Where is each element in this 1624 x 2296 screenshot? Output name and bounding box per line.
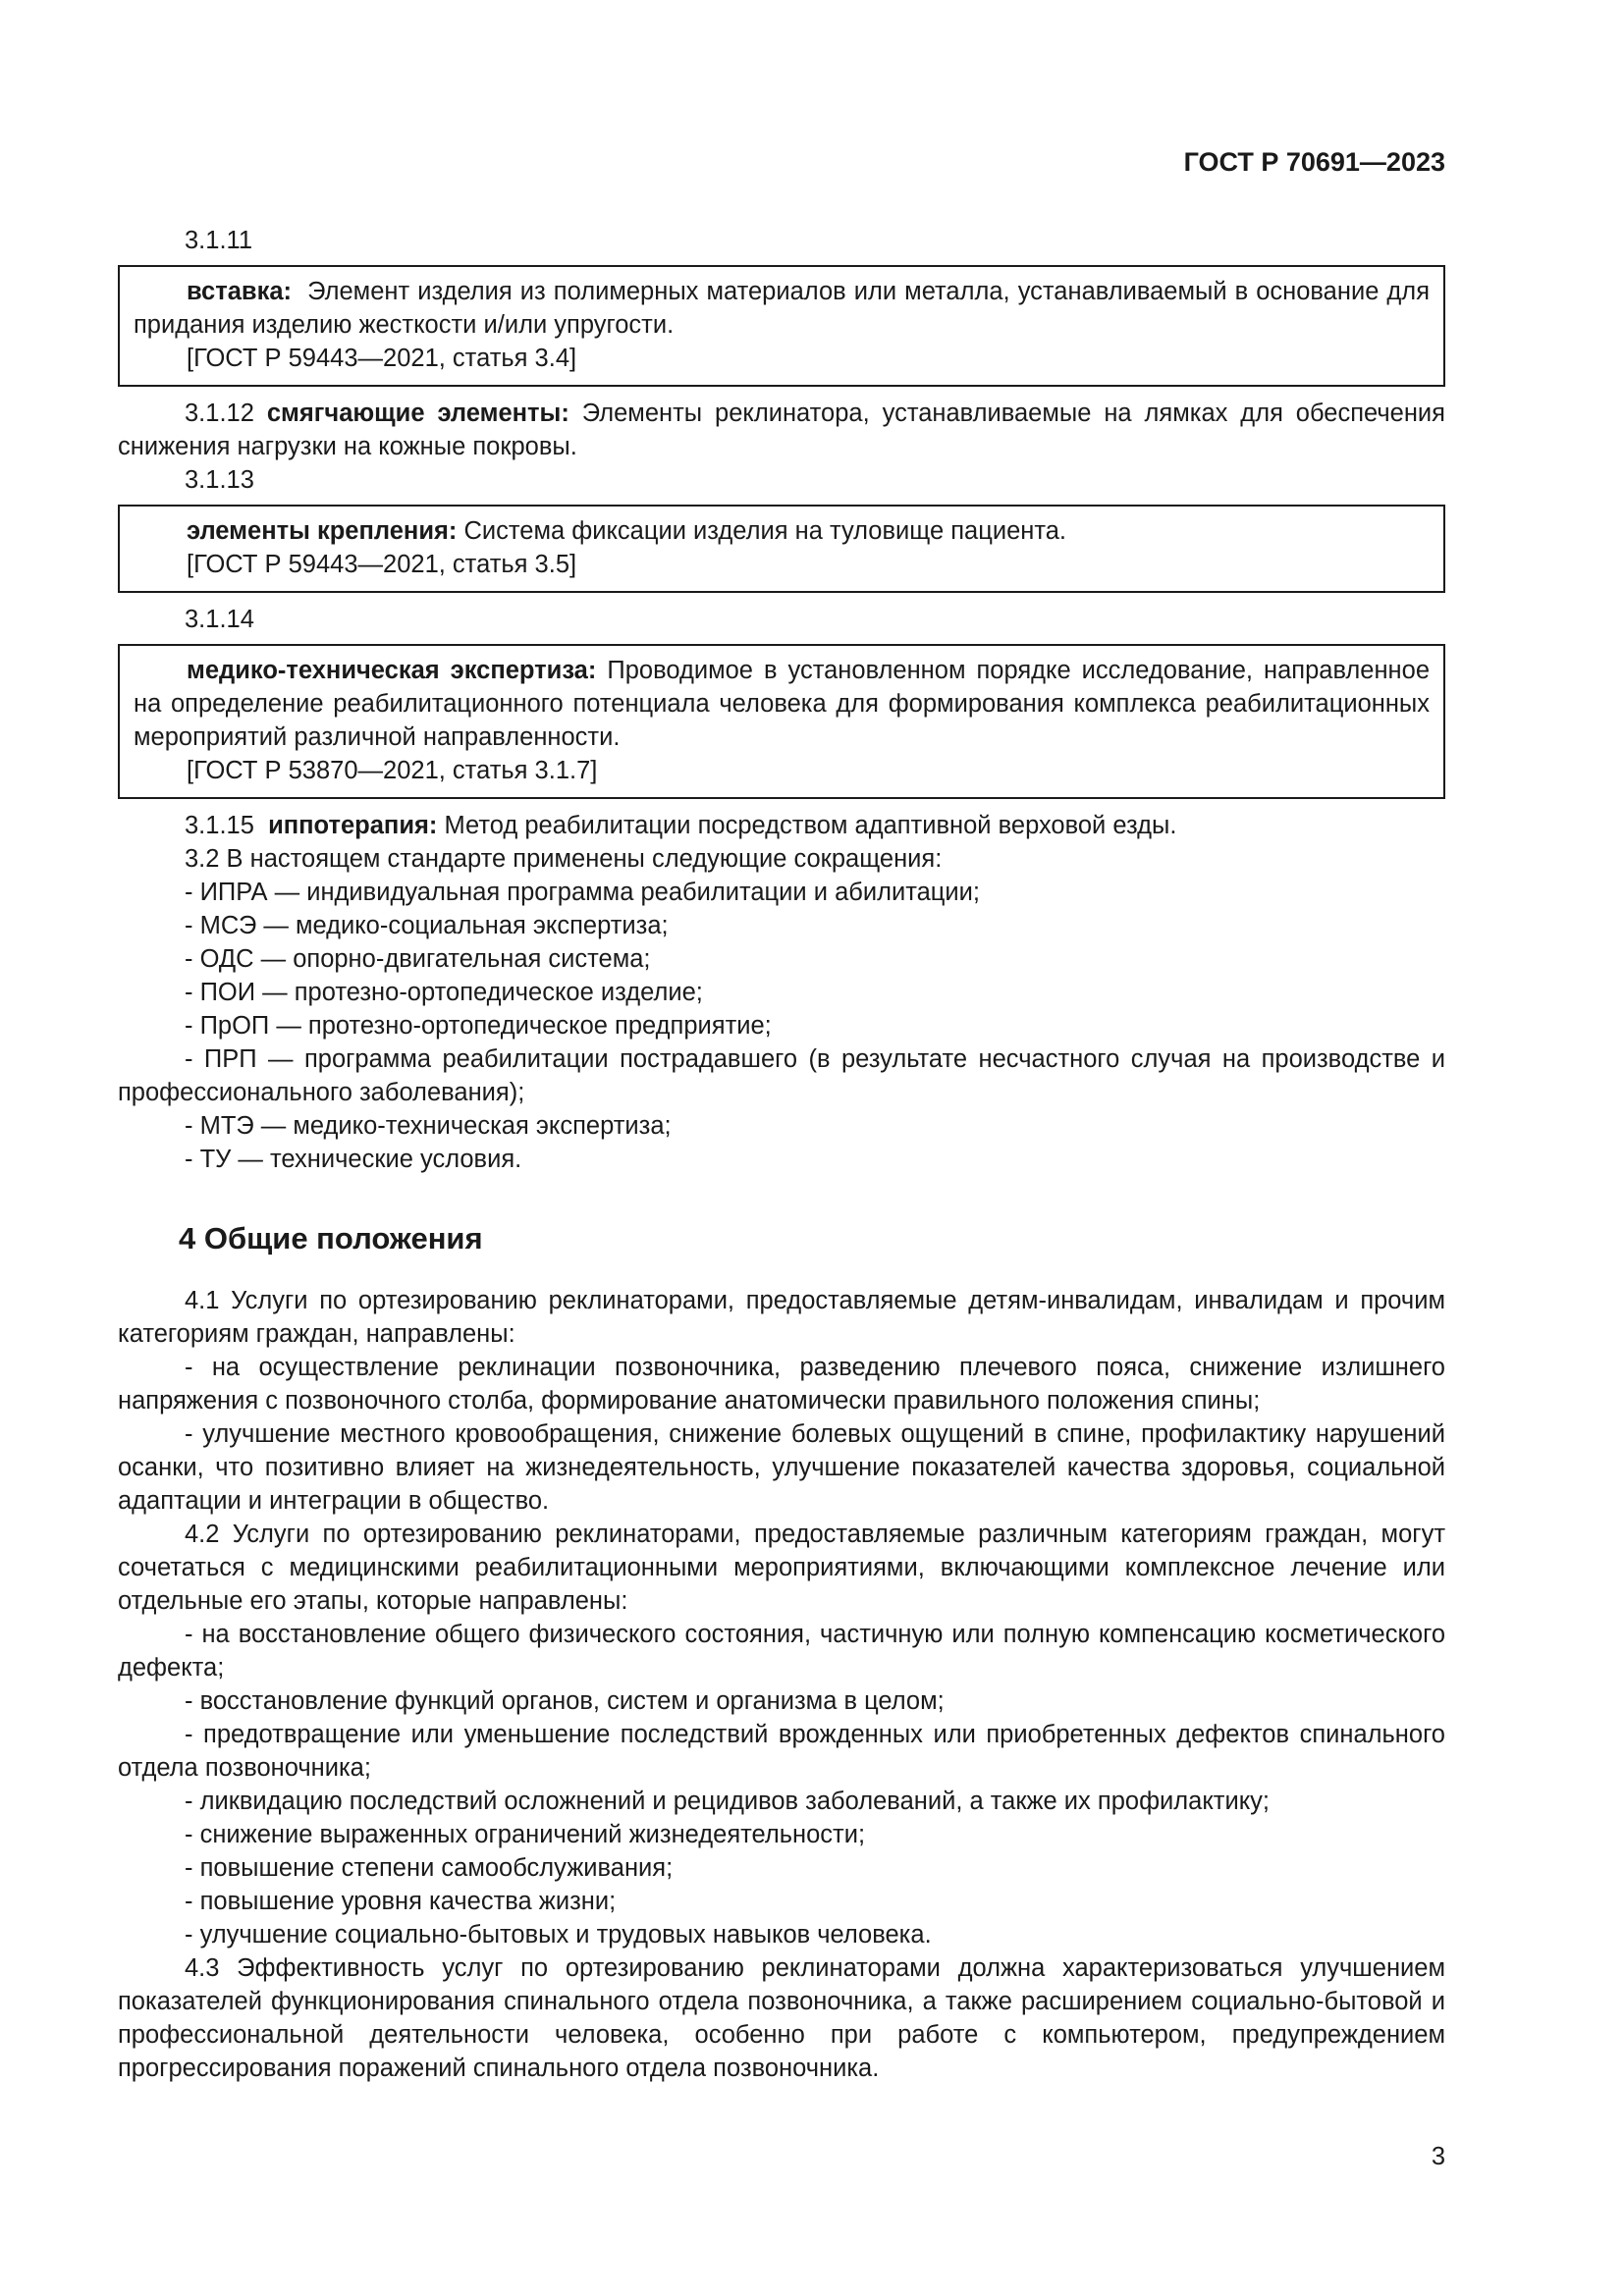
list-item: - ликвидацию последствий осложнений и рецидивов заболеваний, а также их профилактику; (185, 1788, 1270, 1815)
abbreviation-item: - ПРП — программа реабилитации пострадавшего (в результате несчастного случая на производстве и профессионального заболевания); (118, 1045, 1445, 1106)
abbreviation-item: - ОДС — опорно-двигательная система; (185, 945, 651, 973)
term: элементы крепления: (187, 517, 458, 545)
definition (134, 514, 1430, 548)
term: медико-техническая экспертиза: (187, 657, 597, 684)
term: иппотерапия: (268, 812, 438, 839)
definition-box-expertise (118, 644, 1445, 799)
abbreviation-item: - ПрОП — протезно-ортопедическое предприятие; (185, 1012, 772, 1040)
paragraph-4-2: 4.2 Услуги по ортезированию реклинаторами, предоставляемые различным категориям граждан, могут сочетаться с медицинскими реабилитационными мероприятиями, включающими комплексное лечение или отдельные его этапы, которые направлены: (118, 1521, 1445, 1615)
term-number: 3.1.14 (185, 606, 254, 633)
list-item: - на восстановление общего физического состояния, частичную или полную компенсацию косметического дефекта; (118, 1621, 1445, 1682)
term-number: 3.1.12 (185, 400, 254, 427)
source-reference: [ГОСТ Р 59443—2021, статья 3.5] (187, 551, 577, 578)
term-number: 3.1.13 (185, 466, 254, 494)
definition-box-insert (118, 265, 1445, 387)
term: вставка: (187, 278, 293, 305)
list-item: - восстановление функций органов, систем и организма в целом; (185, 1687, 945, 1715)
section-heading: 4 Общие положения (179, 1221, 483, 1255)
abbreviation-item: - ТУ — технические условия. (185, 1146, 522, 1173)
abbreviation-item: - МТЭ — медико-техническая экспертиза; (185, 1112, 672, 1140)
definition-text: Проводимое в установленном порядке исследование, направленное на определение реабилитационного потенциала человека для формирования комплекса реабилитационных мероприятий различной направленности. (134, 657, 1431, 751)
source-reference: [ГОСТ Р 53870—2021, статья 3.1.7] (187, 757, 598, 784)
definition (134, 275, 1430, 342)
page-number: 3 (1431, 2143, 1445, 2170)
term-number: 3.1.11 (185, 227, 253, 254)
abbreviation-item: - ПОИ — протезно-ортопедическое изделие; (185, 979, 703, 1006)
source-reference: [ГОСТ Р 59443—2021, статья 3.4] (187, 345, 577, 372)
definition-text: Элемент изделия из полимерных материалов или металла, устанавливаемый в основание для придания изделию жесткости и/или упругости. (134, 278, 1430, 339)
list-item: - повышение степени самообслуживания; (185, 1854, 674, 1882)
document-body (118, 224, 1445, 2085)
list-item: - снижение выраженных ограничений жизнедеятельности; (185, 1821, 866, 1848)
abbreviations-intro: 3.2 В настоящем стандарте применены следующие сокращения: (185, 845, 943, 873)
abbreviation-item: - МСЭ — медико-социальная экспертиза; (185, 912, 669, 939)
definition-text: Система фиксации изделия на туловище пациента. (463, 517, 1067, 545)
standard-code: ГОСТ Р 70691—2023 (1183, 147, 1445, 177)
list-item: - повышение уровня качества жизни; (185, 1888, 617, 1915)
paragraph-4-3: 4.3 Эффективность услуг по ортезированию реклинаторами должна характеризоваться улучшением показателей функционирования спинального отдела позвоночника, а также расширением социально-бытовой и профессиональной деятельности человека, особенно при работе с компьютером, предупреждением прогрессирования поражений спинального отдела позвоночника. (118, 1954, 1445, 2082)
definition (134, 654, 1430, 754)
list-item: - улучшение социально-бытовых и трудовых навыков человека. (185, 1921, 932, 1949)
abbreviation-item: - ИПРА — индивидуальная программа реабилитации и абилитации; (185, 879, 980, 906)
definition-softening-elements (118, 397, 1445, 463)
definition-box-fastening (118, 505, 1445, 593)
definition-text: Метод реабилитации посредством адаптивной верховой езды. (444, 812, 1177, 839)
document-page (118, 0, 1445, 2296)
term-number: 3.1.15 (185, 812, 254, 839)
list-item: - улучшение местного кровообращения, снижение болевых ощущений в спине, профилактику нарушений осанки, что позитивно влияет на жизнедеятельность, улучшение показателей качества здоровья, социальной адаптации и интеграции в общество. (118, 1420, 1445, 1515)
definition-hippotherapy (118, 809, 1445, 842)
definition-text: Элементы реклинатора, устанавливаемые на лямках для обеспечения снижения нагрузки на кожные покровы. (118, 400, 1445, 460)
paragraph-4-1: 4.1 Услуги по ортезированию реклинаторами, предоставляемые детям-инвалидам, инвалидам и прочим категориям граждан, направлены: (118, 1287, 1445, 1348)
list-item: - на осуществление реклинации позвоночника, разведению плечевого пояса, снижение излишнего напряжения с позвоночного столба, формирование анатомически правильного положения спины; (118, 1354, 1445, 1415)
list-item: - предотвращение или уменьшение последствий врожденных или приобретенных дефектов спинального отдела позвоночника; (118, 1721, 1445, 1782)
term: смягчающие элементы: (266, 400, 569, 427)
